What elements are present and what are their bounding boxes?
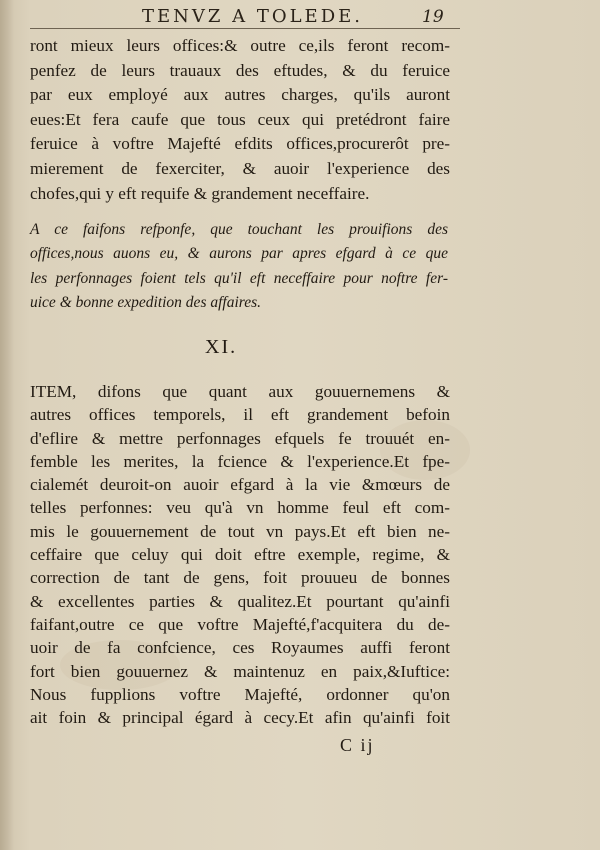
text-line: cialemét deuroit-on auoir efgard à la vie &mœurs de xyxy=(30,475,450,495)
running-head xyxy=(30,2,460,30)
text-line: feruice à voftre Majefté efdits offices,procurerôt pre- xyxy=(30,134,450,154)
text-line: & excellentes parties & qualitez.Et pourtant qu'ainfi xyxy=(30,591,450,611)
text-line: ceffaire que celuy qui doit eftre exemple, regime, & xyxy=(30,545,450,565)
page-number: 19 xyxy=(422,7,444,27)
text-line: penfez de leurs trauaux des eftudes, & du feruice xyxy=(30,60,450,80)
text-line: mierement de fexerciter, & auoir l'experience des xyxy=(30,158,450,178)
paragraph-continuation xyxy=(30,34,450,206)
text-line: eues:Et fera caufe que tous ceux qui pretédront faire xyxy=(30,109,450,129)
text-line: telles perfonnes: veu qu'à vn homme feul eft com- xyxy=(30,498,450,518)
text-line: fort bien gouuernez & maintenuz en paix,&Iuftice: xyxy=(30,661,450,681)
text-line: autres offices temporels, il eft grandement befoin xyxy=(30,405,450,425)
text-line: faifant,outre ce que voftre Majefté,f'acquitera du de- xyxy=(30,614,450,634)
text-line: Nous fupplions voftre Majefté, ordonner qu'on xyxy=(30,684,450,704)
text-line: correction de tant de gens, foit prouueu de bonnes xyxy=(30,568,450,588)
text-line: chofes,qui y eft requife & grandement neceffaire. xyxy=(30,183,370,203)
text-line: les perfonnages foient tels qu'il eft neceffaire pour noftre fer- xyxy=(30,269,448,287)
gutter-shadow xyxy=(0,0,14,850)
text-line: ITEM, difons que quant aux gouuernemens & xyxy=(30,382,450,401)
text-line: par eux employé aux autres charges, qu'ils auront xyxy=(30,85,450,105)
text-line: uice & bonne expedition des affaires. xyxy=(30,294,262,312)
text-line: d'eflire & mettre perfonnages efquels fe trouuét en- xyxy=(30,428,450,448)
running-title: TENVZ A TOLEDE. xyxy=(142,6,363,27)
text-line: A ce faifons refponfe, que touchant les prouifions des xyxy=(30,221,448,238)
text-line: ront mieux leurs offices:& outre ce,ils feront recom- xyxy=(30,36,450,55)
section-number: XI. xyxy=(205,336,238,358)
article-paragraph xyxy=(30,380,450,729)
text-line: mis le gouuernement de tout vn pays.Et eft bien ne- xyxy=(30,521,450,541)
royal-response xyxy=(30,218,448,316)
text-line: uoir de fa confcience, ces Royaumes auffi feront xyxy=(30,638,450,658)
header-rule xyxy=(30,28,460,29)
text-line: femble les merites, la fcience & l'experience.Et fpe- xyxy=(30,451,450,471)
signature-mark: C ij xyxy=(340,735,375,755)
text-line: offices,nous auons eu, & aurons par apres efgard à ce que xyxy=(30,245,448,263)
text-line: ait foin & principal égard à cecy.Et afin qu'ainfi foit xyxy=(30,708,450,728)
